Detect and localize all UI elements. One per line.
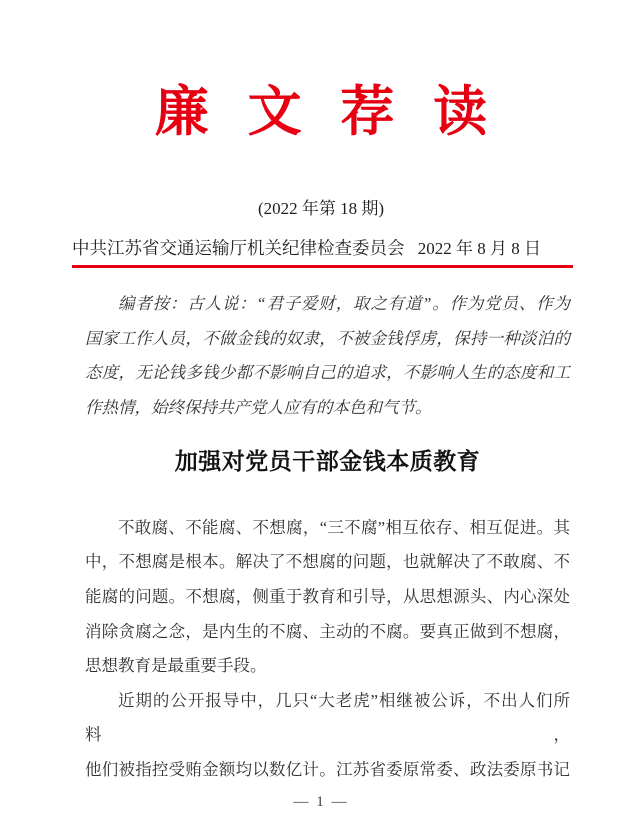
text-line: 作热情，始终保持共产党人应有的本色和气节。 <box>85 398 432 418</box>
article-body <box>85 511 570 788</box>
text-line: 编者按：古人说：“君子爱财，取之有道”。作为党员、作为 <box>118 294 570 313</box>
text-line: 近期的公开报导中，几只“大老虎”相继被公诉，不出人们所料， <box>85 690 570 745</box>
footer-page-number: — 1 — <box>293 794 349 810</box>
content-column <box>85 287 570 788</box>
article-heading: 加强对党员干部金钱本质教育 <box>174 448 481 474</box>
publication-header <box>72 236 573 261</box>
text-line: 不敢腐、不能腐、不想腐，“三不腐”相互依存、相互促进。其 <box>118 517 570 537</box>
red-divider <box>72 265 573 268</box>
masthead-title: 廉 文 荐 读 <box>154 79 488 143</box>
article-paragraph <box>85 684 570 788</box>
text-line: 消除贪腐之念，是内生的不腐、主动的不腐。要真正做到不想腐， <box>85 621 570 641</box>
text-line: 态度，无论钱多钱少都不影响自己的追求，不影响人生的态度和工 <box>85 363 570 383</box>
publication-date: 2022 年 8 月 8 日 <box>417 239 541 258</box>
text-line: 中，不想腐是根本。解决了不想腐的问题，也就解决了不敢腐、不 <box>85 552 570 572</box>
article-paragraph <box>85 511 570 684</box>
text-line: 国家工作人员，不做金钱的奴隶，不被金钱俘虏，保持一种淡泊的 <box>85 328 570 348</box>
editor-note <box>85 287 570 426</box>
text-line: 他们被指控受贿金额均以数亿计。江苏省委原常委、政法委原书记 <box>85 759 570 779</box>
organization-name: 中共江苏省交通运输厅机关纪律检查委员会 <box>72 238 405 258</box>
text-line: 思想教育是最重要手段。 <box>85 656 267 676</box>
text-line: 能腐的问题。不想腐，侧重于教育和引导，从思想源头、内心深处 <box>85 587 570 606</box>
issue-number: (2022 年第 18 期) <box>257 199 385 218</box>
